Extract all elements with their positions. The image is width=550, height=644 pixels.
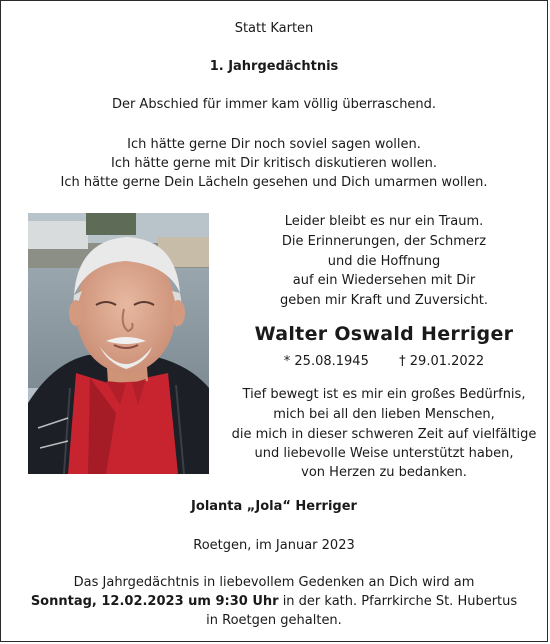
verse-line-2: Die Erinnerungen, der Schmerz bbox=[281, 234, 487, 249]
service-location: in der kath. Pfarrkirche St. Hubertus bbox=[278, 594, 518, 609]
intro-line: Der Abschied für immer kam völlig überraschend. bbox=[111, 97, 437, 112]
thanks-line-3: die mich in dieser schweren Zeit auf vielfältige bbox=[231, 427, 537, 442]
announcement-line-3: in Roetgen gehalten. bbox=[206, 613, 342, 628]
thanks-line-4: und liebevolle Weise unterstützt haben, bbox=[254, 446, 514, 461]
announcement-line-1: Das Jahrgedächtnis in liebevollem Gedenken an Dich wird am bbox=[73, 575, 475, 590]
place-date: Roetgen, im Januar 2023 bbox=[193, 538, 355, 553]
thanks-line-5: von Herzen zu bedanken. bbox=[301, 465, 467, 480]
poem-line-2: Ich hätte gerne mit Dir kritisch diskutieren wollen. bbox=[110, 156, 438, 171]
signature-name: Jolanta „Jola“ Herriger bbox=[191, 499, 357, 514]
portrait-image bbox=[28, 213, 209, 474]
service-date: Sonntag, 12.02.2023 um 9:30 Uhr bbox=[30, 594, 279, 609]
thanks-line-2: mich bei all den lieben Menschen, bbox=[273, 407, 495, 422]
death-date: † 29.01.2022 bbox=[399, 354, 485, 369]
statt-karten: Statt Karten bbox=[234, 21, 314, 36]
portrait-photo bbox=[28, 213, 209, 474]
memorial-title: 1. Jahrgedächtnis bbox=[209, 59, 339, 74]
life-dates bbox=[219, 352, 549, 372]
deceased-name: Walter Oswald Herriger bbox=[254, 323, 514, 345]
verse-line-1: Leider bleibt es nur ein Traum. bbox=[284, 214, 484, 229]
verse-line-3: und die Hoffnung bbox=[327, 254, 441, 269]
announcement-line-2 bbox=[1, 593, 547, 610]
thanks-line-1: Tief bewegt ist es mir ein großes Bedürfnis, bbox=[242, 387, 526, 402]
verse-line-4: auf ein Wiedersehen mit Dir bbox=[292, 273, 476, 288]
verse-line-5: geben mir Kraft und Zuversicht. bbox=[279, 293, 489, 308]
birth-date: * 25.08.1945 bbox=[283, 354, 369, 369]
poem-line-3: Ich hätte gerne Dein Lächeln gesehen und Dich umarmen wollen. bbox=[60, 175, 488, 190]
poem-line-1: Ich hätte gerne Dir noch soviel sagen wollen. bbox=[127, 137, 421, 152]
